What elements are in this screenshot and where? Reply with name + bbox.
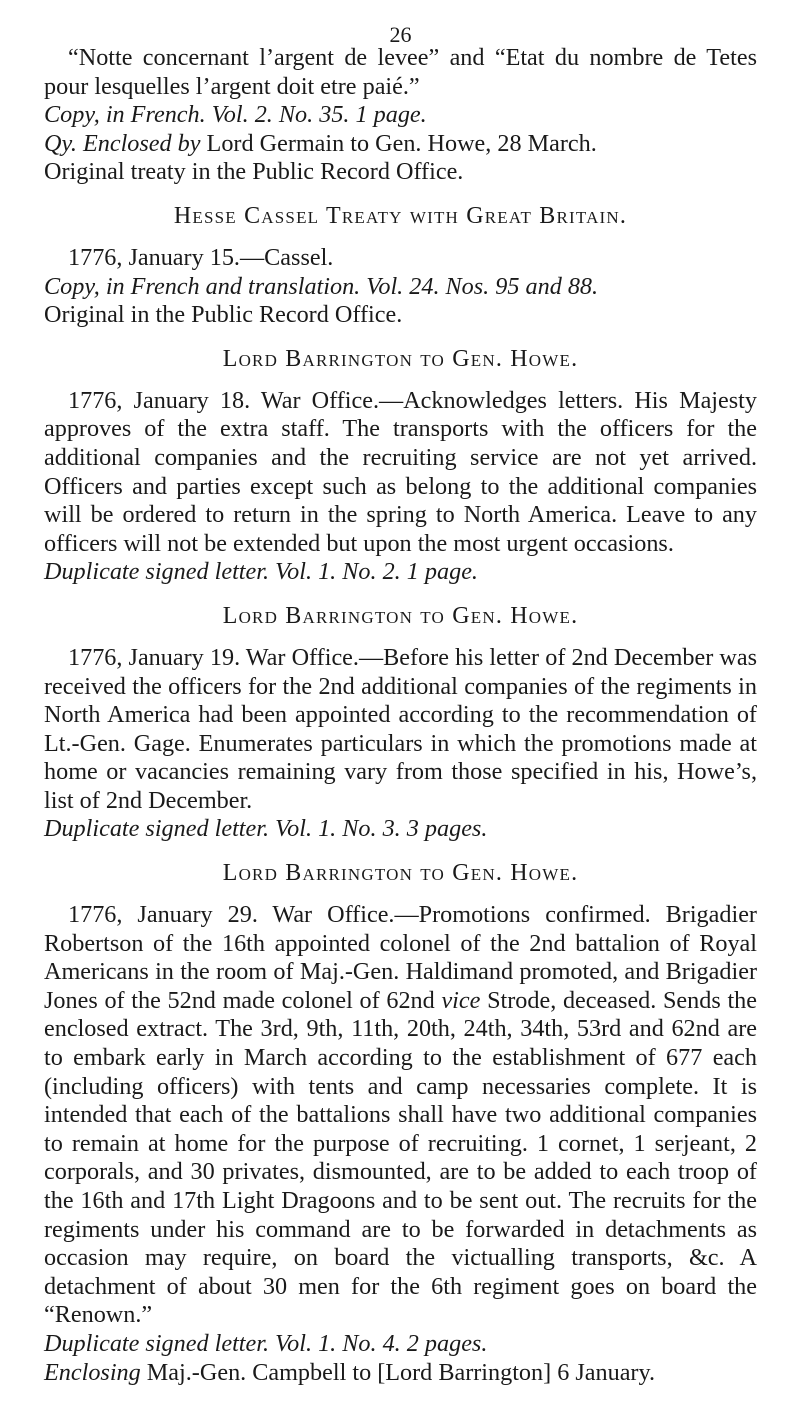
entry-note-enclosing <box>44 1359 757 1388</box>
page-number: 26 <box>389 22 412 47</box>
intro-note-copy-text: Copy, in French. Vol. 2. No. 35. 1 page. <box>44 101 427 129</box>
entry-body <box>44 901 757 1330</box>
entry-heading: Lord Barrington to Gen. Howe. <box>222 602 579 629</box>
intro-text: “Notte concernant l’argent de levee” and “Etat du nombre de Tetes pour lesquelles l’argent doit etre paié.” <box>44 44 757 100</box>
entry-note-text: Duplicate signed letter. Vol. 1. No. 4. 2 pages. <box>44 1329 488 1357</box>
intro-note-enclosed-italic: Qy. Enclosed by <box>44 129 201 157</box>
entry-body: 1776, January 18. War Office.—Acknowledges letters. His Majesty approves of the extra staff. The transports with the officers for the additional companies and the recruiting service are not yet arrived. Officers and parties except such as belong to the additional companies will be ordered to return in the spring to North America. Leave to any officers will not be extended but upon the most urgent occasions. <box>44 386 757 557</box>
entry-note-text: Duplicate signed letter. Vol. 1. No. 2. 1 page. <box>44 558 478 586</box>
entry-body-part2: Strode, deceased. Sends the enclosed extract. The 3rd, 9th, 11th, 20th, 24th, 34th, 53rd and 62nd are to embark early in March according to the establishment of 677 each (including officers) with tents and camp necessaries complete. It is intended that each of the battalions shall have two additional companies to remain at home for the purpose of recruiting. 1 cornet, 1 serjeant, 2 corporals, and 30 privates, dismounted, are to be added to each troop of the 16th and 17th Light Dragoons and to be sent out. The recruits for the regiments under his command are to be forwarded in detachments as occasion may require, on board the victualling transports, &c. A detachment of about 30 men for the 6th regiment goes on board the “Renown.” <box>44 986 757 1329</box>
entry-body: 1776, January 15.—Cassel. <box>68 243 334 271</box>
intro-note-original: Original treaty in the Public Record Office. <box>44 158 464 186</box>
entry-note-text: Duplicate signed letter. Vol. 1. No. 3. 3 pages. <box>44 815 488 843</box>
entry-barrington-jan-29 <box>44 860 757 1387</box>
entry-note-extra: Original in the Public Record Office. <box>44 301 403 329</box>
entry-hesse-cassel-treaty <box>44 203 757 330</box>
entry-heading: Lord Barrington to Gen. Howe. <box>222 860 579 887</box>
entry-note-enclosing-rest: Maj.-Gen. Campbell to [Lord Barrington] 6 January. <box>140 1358 656 1386</box>
entry-barrington-jan-18 <box>44 346 757 587</box>
entry-body-italic: vice <box>441 986 481 1014</box>
entry-note <box>44 815 757 844</box>
entry-heading: Lord Barrington to Gen. Howe. <box>222 345 579 372</box>
intro-entry <box>44 44 757 187</box>
intro-note-enclosed <box>44 130 757 159</box>
entry-body: 1776, January 19. War Office.—Before his letter of 2nd December was received the officers for the 2nd additional companies of the regiments in North America had been appointed according to the recommendation of Lt.-Gen. Gage. Enumerates particulars in which the promotions made at home or vacancies remaining vary from those specified in his, Howe’s, list of 2nd December. <box>44 643 757 814</box>
entry-body-part1: 1776, January 29. War Office.—Promotions confirmed. Brigadier Robertson of the 16th appointed colonel of the 2nd battalion of Royal Americans in the room of Maj.-Gen. Haldimand promoted, and Brigadier Jones of the 52nd made colonel of 62nd <box>44 901 757 1014</box>
entry-note <box>44 558 757 587</box>
entry-barrington-jan-19 <box>44 603 757 844</box>
entry-note <box>44 273 757 302</box>
intro-note-enclosed-rest: Lord Germain to Gen. Howe, 28 March. <box>200 129 597 157</box>
entry-note <box>44 1330 757 1359</box>
entry-note-enclosing-italic: Enclosing <box>44 1358 141 1386</box>
intro-note-copy <box>44 101 757 130</box>
entry-heading: Hesse Cassel Treaty with Great Britain. <box>173 202 628 229</box>
entry-note-text: Copy, in French and translation. Vol. 24. Nos. 95 and 88. <box>44 272 599 300</box>
